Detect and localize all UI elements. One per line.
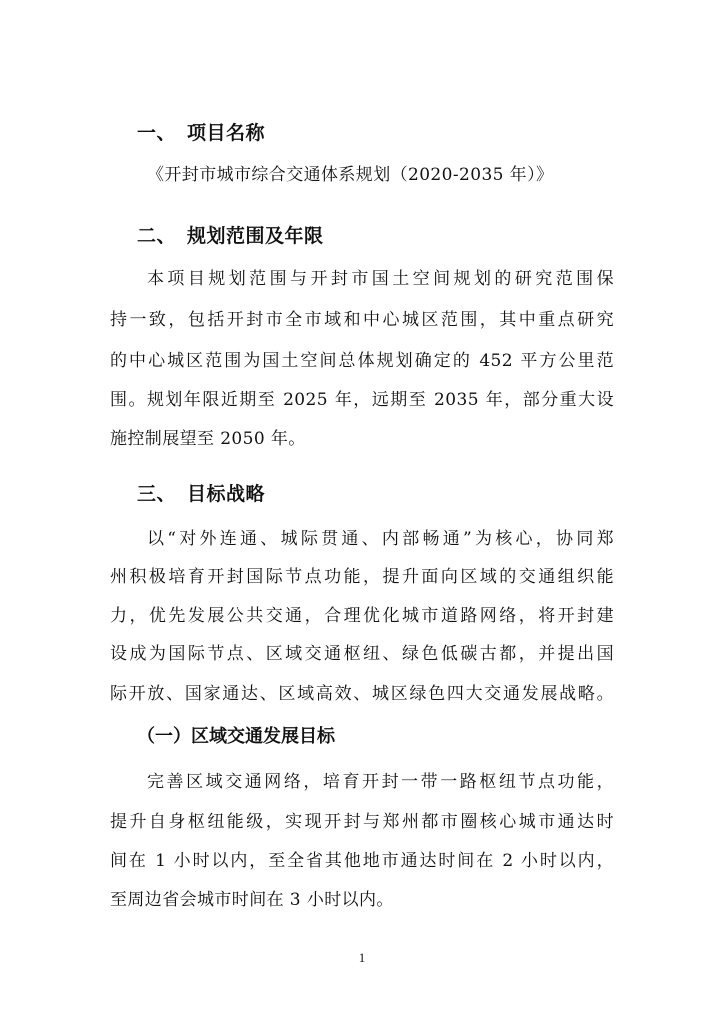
section-title: 规划范围及年限 — [187, 225, 324, 247]
section-number: 一、 — [137, 122, 177, 144]
paragraph-line: 持一致，包括开封市全市域和中心城区范围，其中重点研究 — [110, 310, 614, 330]
section-number: 三、 — [137, 483, 177, 505]
paragraph-line: 的中心城区范围为国土空间总体规划确定的 452 平方公里范 — [110, 351, 614, 371]
project-name: 《开封市城市综合交通体系规划（2020-2035 年）》 — [147, 165, 554, 185]
paragraph-line: 围。规划年限近期至 2025 年，远期至 2035 年，部分重大设 — [110, 390, 614, 410]
paragraph-line: 施控制展望至 2050 年。 — [110, 429, 306, 449]
section-title: 目标战略 — [187, 483, 266, 505]
paragraph-line: 提升自身枢纽能级，实现开封与郑州都市圈核心城市通达时 — [110, 812, 614, 832]
section-heading-2 — [137, 221, 324, 248]
paragraph-line: 间在 1 小时以内，至全省其他地市通达时间在 2 小时以内， — [110, 851, 614, 871]
subsection-heading: （一）区域交通发展目标 — [137, 726, 335, 747]
section-heading-1 — [137, 118, 265, 145]
paragraph-line: 设成为国际节点、区域交通枢纽、绿色低碳古都，并提出国 — [110, 644, 614, 664]
page-number: 1 — [358, 950, 366, 965]
paragraph-line: 以“对外连通、城际贯通、内部畅通”为核心，协同郑 — [147, 529, 614, 549]
section-number: 二、 — [137, 225, 177, 247]
paragraph-line: 州积极培育开封国际节点功能，提升面向区域的交通组织能 — [110, 567, 614, 587]
section-heading-3 — [137, 479, 265, 506]
section-title: 项目名称 — [187, 122, 266, 144]
paragraph-line: 际开放、国家通达、区域高效、城区绿色四大交通发展战略。 — [110, 684, 614, 704]
paragraph-line: 本项目规划范围与开封市国土空间规划的研究范围保 — [147, 269, 614, 289]
paragraph-line: 力，优先发展公共交通，合理优化城市道路网络，将开封建 — [110, 606, 614, 626]
paragraph-line: 完善区域交通网络，培育开封一带一路枢纽节点功能， — [147, 772, 614, 792]
paragraph-line: 至周边省会城市时间在 3 小时以内。 — [110, 890, 394, 910]
